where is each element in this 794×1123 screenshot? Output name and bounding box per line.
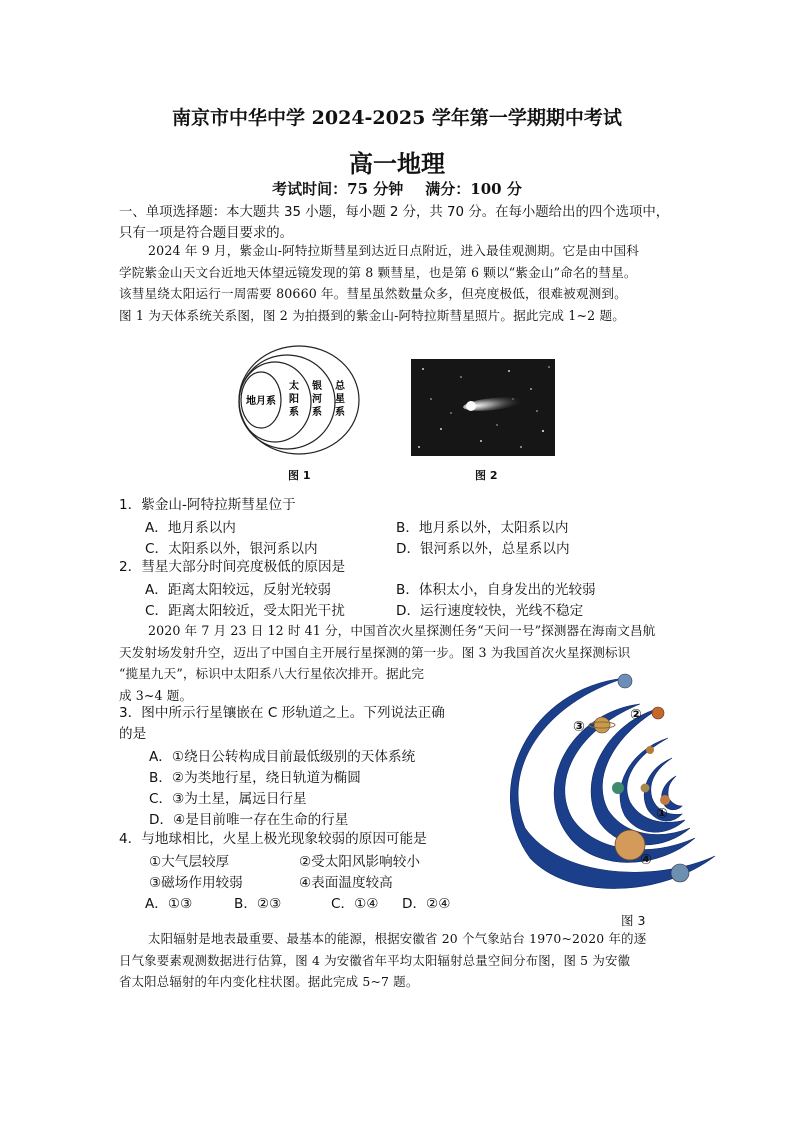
marker-1: ① <box>656 806 668 822</box>
label-galaxy: 系 <box>312 407 322 418</box>
comet-head <box>466 401 476 411</box>
question-4-statement-3: ③磁场作用较弱 <box>149 875 243 891</box>
subject-title: 高一地理 <box>349 149 445 178</box>
figure-3-planet-logo <box>490 668 720 908</box>
label-earth-moon: 地月系 <box>246 396 276 407</box>
passage-line: 成 3~4 题。 <box>119 687 193 703</box>
passage-3 <box>119 928 709 993</box>
question-3-option-c[interactable]: C．③为土星，属远日行星 <box>149 791 307 807</box>
planet-mars <box>660 795 670 805</box>
passage-line: 2020 年 7 月 23 日 12 时 41 分，中国首次火星探测任务“天问一号”探测器在海南文昌航 <box>148 623 656 638</box>
exam-info <box>0 178 794 199</box>
passage-line: 学院紫金山天文台近地天体望远镜发现的第 8 颗彗星，也是第 6 颗以“紫金山”命名的彗星。 <box>119 264 637 280</box>
question-1-option-d[interactable]: D．银河系以外，总星系以内 <box>396 541 570 557</box>
figure-2-caption: 图 2 <box>475 469 498 482</box>
planet-earth <box>612 782 624 794</box>
question-1-stem: 1．紫金山-阿特拉斯彗星位于 <box>119 497 296 513</box>
passage-line: 图 1 为天体系统关系图，图 2 为拍摄到的紫金山-阿特拉斯彗星照片。据此完成 1~2 题。 <box>119 307 625 323</box>
planet-neptune <box>618 674 632 688</box>
question-4-option-d[interactable]: D．②④ <box>402 896 451 912</box>
passage-line: 该彗星绕太阳运行一周需要 80660 年。彗星虽然数量众多，但亮度极低，很难被观测到。 <box>119 286 627 301</box>
marker-4: ④ <box>640 852 652 868</box>
exam-time: 考试时间：75 分钟 <box>272 180 404 198</box>
exam-title: 南京市中华中学 2024-2025 学年第一学期期中考试 <box>172 107 622 129</box>
passage-line: 日气象要素观测数据进行估算，图 4 为安徽省年平均太阳辐射总量空间分布图，图 5 为安徽 <box>119 952 631 968</box>
question-3-option-b[interactable]: B．②为类地行星，绕日轨道为椭圆 <box>149 770 361 786</box>
question-4-statement-2: ②受太阳风影响较小 <box>299 854 420 870</box>
planet <box>641 784 650 793</box>
marker-2: ② <box>630 707 642 723</box>
label-solar-system: 太 <box>289 381 299 392</box>
marker-3: ③ <box>573 719 585 735</box>
passage-line: 省太阳总辐射的年内变化柱状图。据此完成 5~7 题。 <box>119 974 419 989</box>
label-total-galaxy: 星 <box>335 394 345 405</box>
label-solar-system: 阳 <box>289 394 299 405</box>
planet-saturn <box>594 717 610 733</box>
figure-2-comet-photo <box>411 359 555 456</box>
question-4-option-c[interactable]: C．①④ <box>331 896 379 912</box>
label-galaxy: 河 <box>312 394 322 405</box>
question-1-option-a[interactable]: A．地月系以内 <box>145 520 236 536</box>
planet <box>652 707 664 719</box>
planet <box>646 746 654 754</box>
question-2-stem: 2．彗星大部分时间亮度极低的原因是 <box>119 559 346 575</box>
question-2-option-d[interactable]: D．运行速度较快，光线不稳定 <box>396 603 584 619</box>
question-2-option-b[interactable]: B．体积太小，自身发出的光较弱 <box>396 582 596 598</box>
label-total-galaxy: 系 <box>335 407 345 418</box>
question-3-option-d[interactable]: D．④是目前唯一存在生命的行星 <box>149 812 349 828</box>
label-solar-system: 系 <box>289 407 299 418</box>
question-3-option-a[interactable]: A．①绕日公转构成目前最低级别的天体系统 <box>149 749 416 765</box>
passage-line: “揽星九天”，标识中太阳系八大行星依次排开。据此完 <box>119 666 425 681</box>
full-score: 满分：100 分 <box>425 180 522 198</box>
section-heading-line: 一、单项选择题：本大题共 35 小题，每小题 2 分，共 70 分。在每小题给出的四个选项中， <box>119 205 670 220</box>
question-4-stem: 4．与地球相比，火星上极光现象较弱的原因可能是 <box>119 831 427 847</box>
question-2-option-c[interactable]: C．距离太阳较近，受太阳光干扰 <box>145 603 345 619</box>
passage-1 <box>119 240 699 326</box>
planet-uranus <box>671 864 689 882</box>
question-1-option-b[interactable]: B．地月系以外，太阳系以内 <box>396 520 569 536</box>
question-4-option-b[interactable]: B．②③ <box>234 896 282 912</box>
label-galaxy: 银 <box>312 381 322 392</box>
passage-line: 2024 年 9 月，紫金山-阿特拉斯彗星到达近日点附近，进入最佳观测期。它是由中国科 <box>148 243 639 258</box>
passage-line: 天发射场发射升空，迈出了中国自主开展行星探测的第一步。图 3 为我国首次火星探测标识 <box>119 644 631 660</box>
section-heading-line: 只有一项是符合题目要求的。 <box>119 226 294 241</box>
question-3-stem: 3．图中所示行星镶嵌在 C 形轨道之上。下列说法正确 的是 <box>119 705 445 742</box>
question-4-statement-4: ④表面温度较高 <box>299 875 393 891</box>
label-total-galaxy: 总 <box>335 381 345 392</box>
figure-1-caption: 图 1 <box>288 469 311 482</box>
question-4-statement-1: ①大气层较厚 <box>149 854 230 870</box>
question-2-option-a[interactable]: A．距离太阳较远，反射光较弱 <box>145 582 332 598</box>
question-4-option-a[interactable]: A．①③ <box>145 896 193 912</box>
passage-line: 太阳辐射是地表最重要、最基本的能源，根据安徽省 20 个气象站台 1970~2020 年的逐 <box>148 931 647 946</box>
figure-1-celestial-systems <box>238 344 362 456</box>
figure-3-caption: 图 3 <box>621 913 646 928</box>
section-heading <box>119 202 719 244</box>
question-1-option-c[interactable]: C．太阳系以外，银河系以内 <box>145 541 318 557</box>
